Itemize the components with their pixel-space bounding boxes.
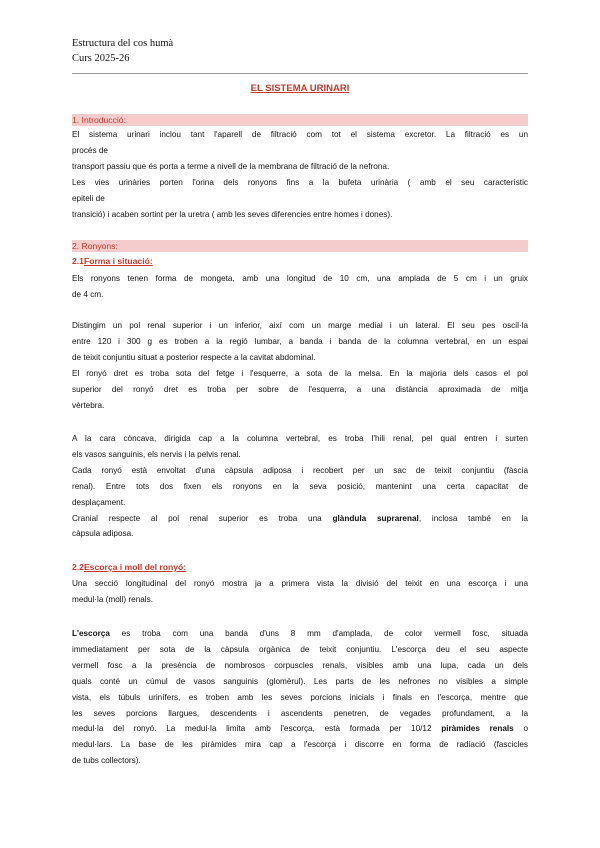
page-title: EL SISTEMA URINARI <box>250 83 350 94</box>
text-line: de teixit conjuntiu situat a posterior respecte a la cavitat abdominal. <box>72 352 316 362</box>
section-intro-text <box>72 127 528 222</box>
text-line: vista, els túbuls urinífers, es troben amb les seves porcions inicials i finals en l'escorça, mentre que <box>72 692 528 702</box>
text-line <box>72 721 528 737</box>
text-line: El sistema urinari inclou tant l'aparell de filtració com tot el sistema excretor. La filtració es un <box>72 130 528 139</box>
text-line: de 4 cm. <box>72 289 104 299</box>
term-glandula-suprarenal: glàndula suprarenal <box>332 513 419 523</box>
text-line: de tubs collectors). <box>72 756 141 766</box>
section-heading-introduccio: 1. Introducció: <box>72 114 528 126</box>
text-line: els vasos sanguinis, els nervis i la pelvis renal. <box>72 449 241 459</box>
paragraph-seccio <box>72 576 528 608</box>
term-piramides-renals: piràmides renals <box>441 724 514 734</box>
text-line: immediatament per sota de la càpsula orgànica de teixit conjuntiu. L'escorça deu el seu aspecte <box>72 644 528 654</box>
text-line: El ronyó dret es troba sota del fetge i l'esquerre, a sota de la melsa. En la majoria dels casos el pol <box>72 368 528 378</box>
text-line: Les vies urinàries porten l'orina dels ronyons fins a la bufeta urinària ( amb el seu característic <box>72 177 528 187</box>
text-run: o <box>513 724 528 734</box>
text-line: vèrtebra. <box>72 400 105 410</box>
text-line: Una secció longitudinal del ronyó mostra ja a primera vista la divisió del teixit en una escorça i una <box>72 579 528 588</box>
text-run: , inclosa també en la <box>418 513 528 523</box>
header-rule <box>72 73 528 74</box>
text-line: Distingim un pol renal superior i un inferior, així com un marge medial i un lateral. El seu pes oscil·la <box>72 321 528 330</box>
text-line: les seves porcions llargues, descendents i ascendents penetren, de vegades profundament, a la <box>72 708 528 718</box>
text-line: superior del ronyó dret es troba per sobre de l'esquerra, a una distància aproximada de mitja <box>72 384 528 394</box>
paragraph-situacio <box>72 318 528 413</box>
text-line: Els ronyons tenen forma de mongeta, amb una longitud de 10 cm, una amplada de 5 cm i un gruix <box>72 274 528 283</box>
paragraph-forma <box>72 271 528 303</box>
section-heading-ronyons: 2. Ronyons: <box>72 240 528 252</box>
text-line: transició) i acaben sortint per la uretra ( amb les seves diferencies entre homes i dones). <box>72 209 393 219</box>
header-course-title: Estructura del cos humà <box>72 38 174 49</box>
text-run: es troba com una banda d'uns 8 mm d'amplada, de color vermell fosc, situada <box>109 629 528 638</box>
text-line: procés de <box>72 145 108 155</box>
term-escorca: L'escorça <box>72 629 110 638</box>
text-run: Cranial respecte al pol renal superior es troba una <box>72 513 333 523</box>
subsection-title: Forma i situació: <box>83 256 153 266</box>
subsection-heading-escorca <box>72 562 186 572</box>
text-line <box>72 626 528 642</box>
subsection-number: 2.1 <box>72 256 84 266</box>
paragraph-hili <box>72 431 528 542</box>
header-course-year: Curs 2025-26 <box>72 53 130 64</box>
subsection-title: Escorça i moll del ronyó: <box>83 562 187 572</box>
text-line: renal). Entre tots dos fixen els ronyons en la seva posició, mantenint una certa capacitat de <box>72 481 528 491</box>
text-line: medul·la (moll) renals. <box>72 594 153 604</box>
paragraph-escorca <box>72 626 528 769</box>
text-line: A la cara còncava, dirigida cap a la columna vertebral, es troba l'hili renal, pel qual entren i surten <box>72 434 528 443</box>
text-line: Cada ronyó està envoltat d'una càpsula adiposa i recobert per un sac de teixit conjuntiu (fàscia <box>72 465 528 475</box>
text-line: càpsula adiposa. <box>72 529 134 539</box>
text-line: epiteli de <box>72 193 105 203</box>
text-line: vermell fosc a la presència de nombrosos corpuscles renals, visibles amb una lupa, cada un dels <box>72 660 528 670</box>
text-line: transport passiu que és porta a terme a nivell de la membrana de filtració de la nefrona. <box>72 161 390 171</box>
subsection-heading-forma <box>72 256 153 266</box>
text-line: entre 120 i 300 g es troben a la regió lumbar, a banda i banda de la columna vertebral, en un espai <box>72 336 528 346</box>
text-run: medul·la del ronyó. La medul·la limita amb l'escorça, està formada per 10/12 <box>72 724 442 734</box>
text-line: quals conté un cúmul de vasos sanguinis (glomèrul). Les parts de les nefrones no visibles a simple <box>72 676 528 686</box>
text-line <box>72 511 528 527</box>
subsection-number: 2.2 <box>72 562 84 572</box>
text-line: desplaçament. <box>72 497 126 507</box>
text-line: medul·lars. La base de les piràmides mira cap a l'escorça i discorre en forma de radiació (fascicles <box>72 740 528 750</box>
